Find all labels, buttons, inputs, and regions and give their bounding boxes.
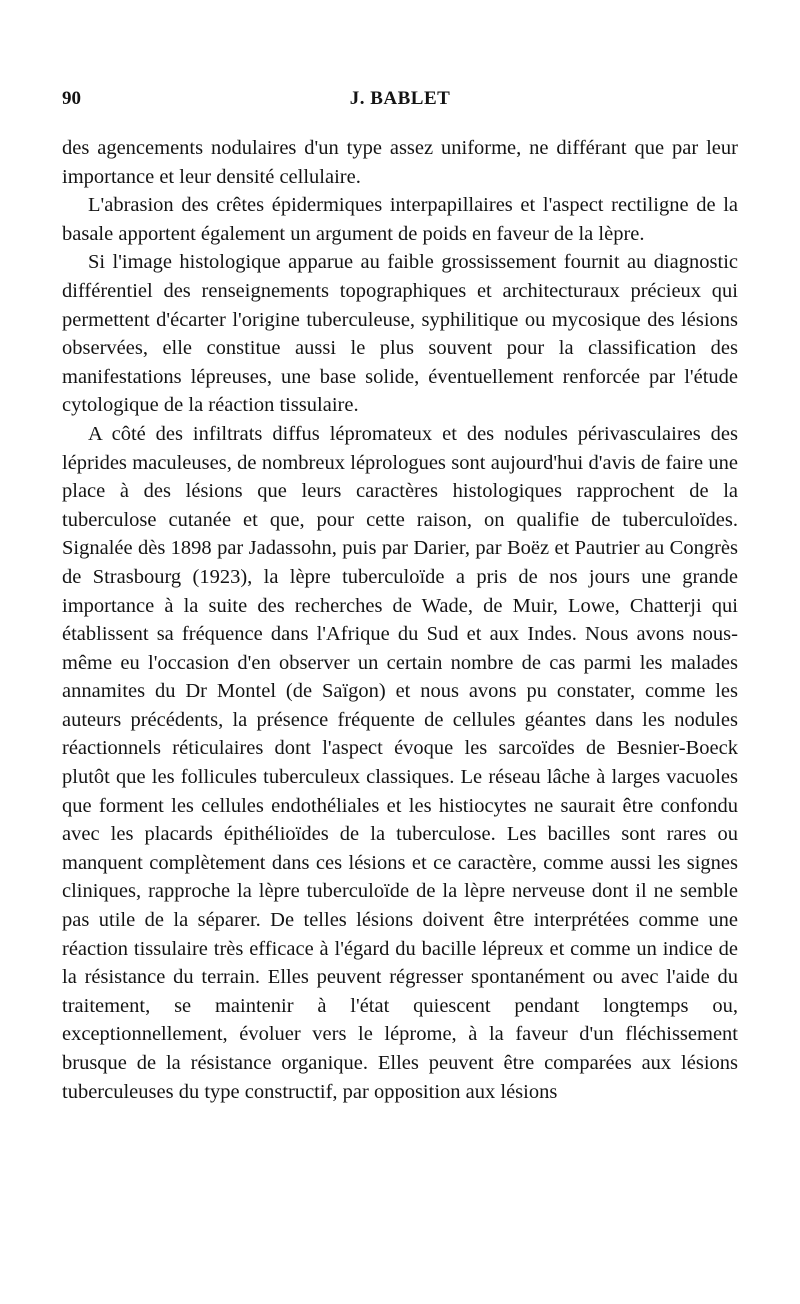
running-title: J. BABLET	[349, 88, 451, 109]
body-text	[62, 134, 738, 1106]
page-number: 90	[62, 88, 81, 109]
paragraph: Si l'image histologique apparue au faible grossissement fournit au diagnostic différentiel des renseignements topographiques et architecturaux précieux qui permettent d'écarter l'origine tuberculeuse, syphilitique ou mycosique des lésions observées, elle constitue aussi le plus souvent pour la classification des manifestations lépreuses, une base solide, éventuellement renforcée par l'étude cytologique de la réaction tissulaire.	[62, 251, 738, 417]
paragraph: A côté des infiltrats diffus lépromateux et des nodules périvasculaires des léprides maculeuses, de nombreux léprologues sont aujourd'hui d'avis de faire une place à des lésions que leurs caractères histologiques rapprochent de la tuberculose cutanée et que, pour cette raison, on qualifie de tuberculoïdes. Signalée dès 1898 par Jadassohn, puis par Darier, par Boëz et Pautrier au Congrès de Strasbourg (1923), la lèpre tuberculoïde a pris de nos jours une grande importance à la suite des recherches de Wade, de Muir, Lowe, Chatterji qui établissent sa fréquence dans l'Afrique du Sud et aux Indes. Nous avons nous-même eu l'occasion d'en observer un certain nombre de cas parmi les malades annamites du Dr Montel (de Saïgon) et nous avons pu constater, comme les auteurs précédents, la présence fréquente de cellules géantes dans les nodules réactionnels réticulaires dont l'aspect évoque les sarcoïdes de Besnier-Boeck plutôt que les follicules tuberculeux classiques. Le réseau lâche à larges vacuoles que forment les cellules endothéliales et les histiocytes ne saurait être confondu avec les placards épithélioïdes de la tuberculose. Les bacilles sont rares ou manquent complètement dans ces lésions et ce caractère, comme aussi les signes cliniques, rapproche la lèpre tuberculoïde de la lèpre nerveuse dont il ne semble pas utile de la séparer. De telles lésions doivent être interprétées comme une réaction tissulaire très efficace à l'égard du bacille lépreux et comme un indice de la résistance du terrain. Elles peuvent régresser spontanément ou avec l'aide du traitement, se maintenir à l'état quiescent pendant longtemps ou, exceptionnellement, évoluer vers le léprome, à la faveur d'un fléchissement brusque de la résistance organique. Elles peuvent être comparées aux lésions tuberculeuses du type constructif, par opposition aux lésions	[62, 422, 738, 1103]
running-header	[62, 88, 738, 118]
paragraph-continued: des agencements nodulaires d'un type assez uniforme, ne différant que par leur importance et leur densité cellulaire.	[62, 137, 738, 188]
paragraph: L'abrasion des crêtes épidermiques interpapillaires et l'aspect rectiligne de la basale apportent également un argument de poids en faveur de la lèpre.	[62, 194, 738, 245]
